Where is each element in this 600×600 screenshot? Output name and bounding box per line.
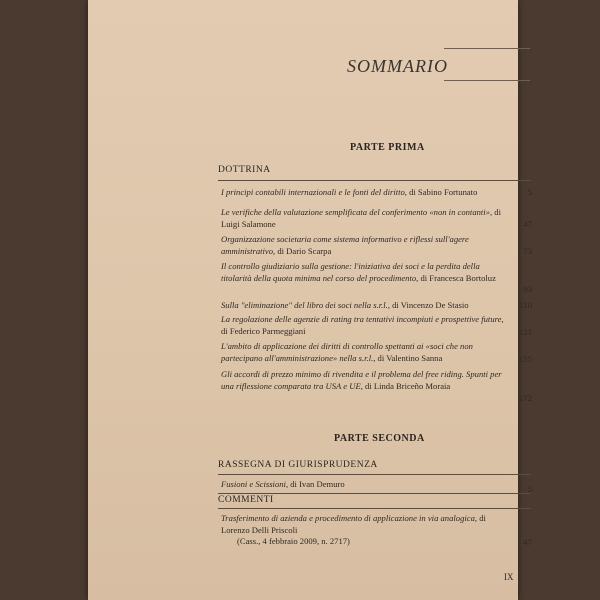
toc-page-number: 172 [518, 393, 532, 403]
toc-page-number: 5 [527, 484, 532, 494]
toc-entry: Fusioni e Scissioni, di Ivan Demuro [221, 479, 345, 489]
section-rule [218, 474, 531, 475]
toc-entry: L'ambito di applicazione dei diritti di controllo spettanti ai «soci che non partecipano all'amministrazione» nella s.r.l., di Valentino Sanna [221, 341, 473, 363]
toc-page-number: 47 [523, 537, 532, 547]
toc-entry: Organizzazione societaria come sistema informativo e riflessi sull'agere amministrativo, di Dario Scarpa [221, 234, 469, 256]
parte-seconda-heading: PARTE SECONDA [334, 433, 425, 444]
toc-entry: I principi contabili internazionali e le fonti del diritto, di Sabino Fortunato [221, 187, 478, 197]
section-rule [218, 493, 531, 494]
toc-entry: Le verifiche della valutazione semplificata del conferimento «non in contanti», di Luigi Salamone [221, 207, 501, 229]
section-rule [218, 508, 531, 509]
toc-page-number: 110 [519, 300, 532, 310]
toc-entry: Il controllo giudiziario sulla gestione: l'iniziativa dei soci e la perdita della titolarità della quota minima nel corso del procedimento, di Francesca Bortoluz [221, 261, 496, 283]
toc-page-number: 73 [523, 246, 532, 256]
toc-page-number: 47 [523, 219, 532, 229]
toc-entry: Gli accordi di prezzo minimo di rivendita e il problema del free riding. Spunti per una riflessione comparata tra USA e UE, di Linda Briceño Moraia [221, 369, 502, 391]
toc-entry: Trasferimento di azienda e procedimento di applicazione in via analogica, di Lorenzo Delli Priscoli (Cass., 4 febbraio 2009, n. 2717) [221, 513, 486, 546]
page-number: IX [504, 572, 514, 582]
toc-entry: Sulla "eliminazione" del libro dei soci nella s.r.l., di Vincenzo De Stasio [221, 300, 469, 310]
section-dottrina: DOTTRINA [218, 165, 271, 175]
title-rule-bottom [444, 80, 530, 81]
case-citation: (Cass., 4 febbraio 2009, n. 2717) [237, 536, 350, 546]
toc-page-number: 121 [518, 327, 532, 337]
toc-entry: La regolazione delle agenzie di rating tra tentativi incompiuti e prospettive future, di Federico Parmeggiani [221, 314, 504, 336]
title-rule-top [444, 48, 530, 49]
section-commenti: COMMENTI [218, 495, 274, 505]
section-rassegna: RASSEGNA DI GIURISPRUDENZA [218, 460, 378, 470]
toc-page-number: 93 [523, 284, 532, 294]
parte-prima-heading: PARTE PRIMA [350, 142, 425, 153]
toc-page-number: 5 [527, 187, 532, 197]
toc-page-number: 155 [518, 354, 532, 364]
section-rule [218, 180, 531, 181]
book-page [88, 0, 532, 600]
page-title: SOMMARIO [347, 56, 448, 76]
